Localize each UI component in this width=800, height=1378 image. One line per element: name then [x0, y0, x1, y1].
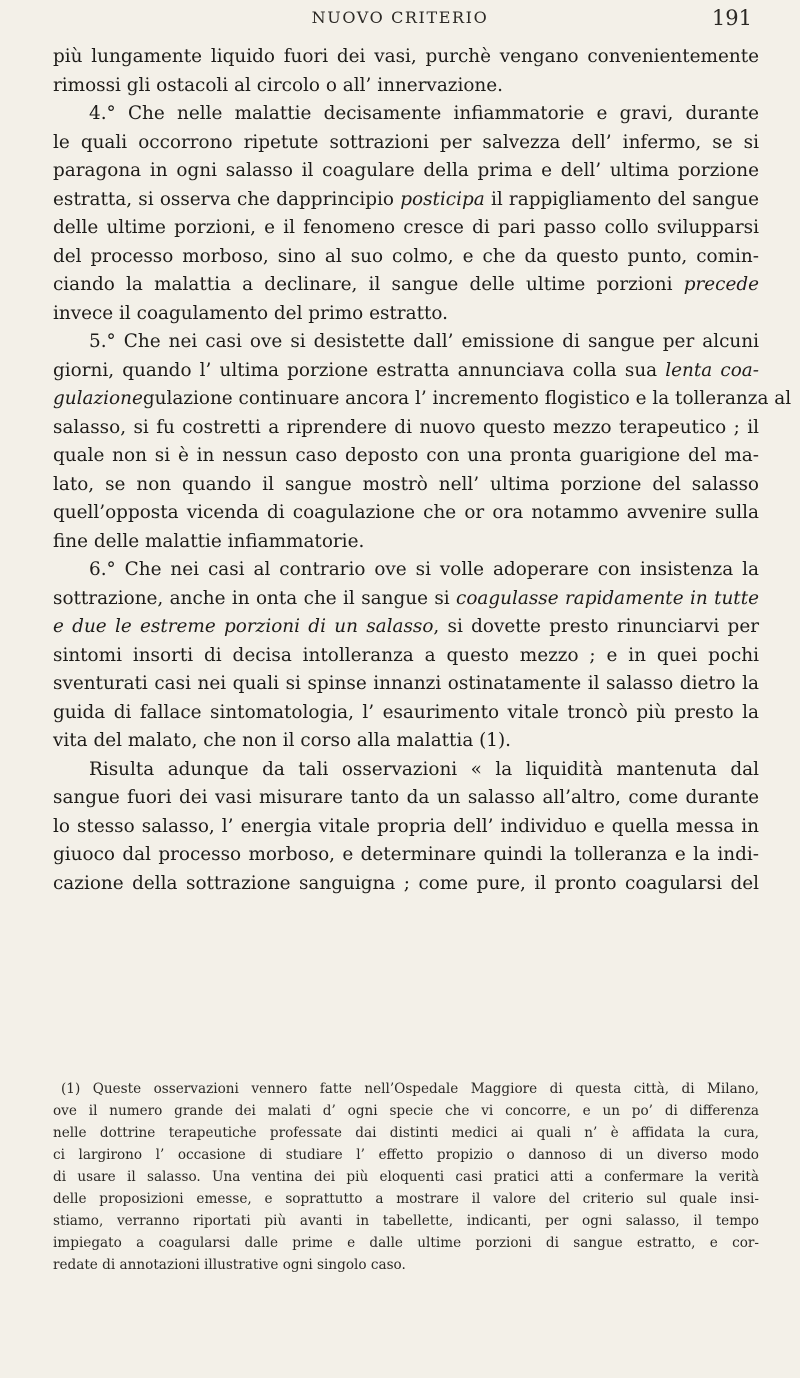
- text-line: delle ultime porzioni, e il fenomeno cresce di pari passo collo svilupparsi: [53, 217, 759, 238]
- text-line: invece il coagulamento del primo estratto.: [53, 302, 448, 324]
- running-head: [0, 8, 800, 36]
- italic-term: precede: [683, 274, 759, 295]
- text-line: quale non si è in nessun caso deposto con una pronta guarigione del ma-: [53, 445, 759, 466]
- text-line: [53, 613, 759, 642]
- text-line: [53, 585, 759, 614]
- body-text: [53, 43, 792, 898]
- footnote-line: ci largirono l’ occasione di studiare l’ effetto propizio o dannoso di un diverso modo: [53, 1147, 759, 1163]
- footnote-line: impiegato a coagularsi dalle prime e dalle ultime porzioni di sangue estratto, e cor-: [53, 1235, 759, 1251]
- footnote-line: di usare il salasso. Una ventina dei più eloquenti casi pratici atti a confermare la verità: [53, 1169, 759, 1185]
- text-line: lato, se non quando il sangue mostrò nell’ ultima porzione del salasso: [53, 473, 759, 495]
- italic-term: gulazione: [53, 388, 143, 409]
- text-line: del processo morboso, sino al suo colmo, e che da questo punto, comin-: [53, 245, 759, 267]
- text-line: paragona in ogni salasso il coagulare della prima e dell’ ultima porzione: [53, 160, 759, 181]
- text-line: rimossi gli ostacoli al circolo o all’ innervazione.: [53, 74, 504, 96]
- italic-term: lenta coa-: [665, 359, 759, 381]
- italic-term: coagulasse rapidamente in tutte: [456, 587, 759, 609]
- text-line: [53, 357, 759, 386]
- text-line: cazione della sottrazione sanguigna ; come pure, il pronto coagularsi del: [53, 872, 759, 894]
- page-number: 191: [711, 6, 752, 30]
- text-line: sangue fuori dei vasi misurare tanto da un salasso all’altro, come durante: [53, 787, 759, 808]
- footnote-line: redate di annotazioni illustrative ogni singolo caso.: [53, 1257, 406, 1273]
- text-line: [53, 186, 759, 215]
- footnote-line: delle proposizioni emesse, e soprattutto a mostrare il valore del criterio sul quale insi-: [53, 1191, 759, 1207]
- text-segment: , si dovette presto rinunciarvi per: [433, 616, 759, 637]
- text-line: vita del malato, che non il corso alla malattia (1).: [53, 730, 512, 751]
- footnote-line: (1) Queste osservazioni vennero fatte nell’Ospedale Maggiore di questa città, di Milano,: [61, 1081, 759, 1097]
- text-line: [53, 385, 792, 414]
- running-title: NUOVO CRITERIO: [311, 8, 489, 27]
- text-line: sintomi insorti di decisa intolleranza a questo mezzo ; e in quei pochi: [53, 644, 759, 666]
- text-segment: gulazione continuare ancora l’ incremento flogistico e la tolleranza al: [142, 388, 792, 409]
- footnote-line: ove il numero grande dei malati d’ ogni specie che vi concorre, e un po’ di differenza: [53, 1103, 759, 1119]
- text-line: salasso, si fu costretti a riprendere di nuovo questo mezzo terapeutico ; il: [53, 416, 759, 438]
- text-line: le quali occorrono ripetute sottrazioni per salvezza dell’ infermo, se si: [53, 131, 759, 153]
- footnote-line: nelle dottrine terapeutiche professate dai distinti medici ai quali n’ è affidata la cura,: [53, 1125, 759, 1141]
- italic-term: posticipa: [400, 188, 485, 210]
- text-line: più lungamente liquido fuori dei vasi, purchè vengano convenientemente: [53, 46, 759, 67]
- text-segment: giorni, quando l’ ultima porzione estratta annunciava colla sua: [53, 359, 658, 381]
- text-line: quell’opposta vicenda di coagulazione che or ora notammo avvenire sulla: [53, 502, 759, 523]
- footnote-line: stiamo, verranno riportati più avanti in tabellette, indicanti, per ogni salasso, il tempo: [53, 1213, 759, 1229]
- text-line: [53, 271, 759, 300]
- text-line: 4.° Che nelle malattie decisamente infiammatorie e gravi, durante: [89, 103, 759, 124]
- text-segment: estratta, si osserva che dapprincipio: [53, 188, 394, 210]
- text-line: sventurati casi nei quali si spinse innanzi ostinatamente il salasso dietro la: [53, 673, 759, 694]
- text-line: 5.° Che nei casi ove si desistette dall’ emissione di sangue per alcuni: [89, 331, 759, 352]
- text-line: guida di fallace sintomatologia, l’ esaurimento vitale troncò più presto la: [53, 701, 759, 723]
- text-line: lo stesso salasso, l’ energia vitale propria dell’ individuo e quella messa in: [53, 815, 759, 837]
- text-line: fine delle malattie infiammatorie.: [53, 530, 365, 552]
- text-segment: sottrazione, anche in onta che il sangue si: [53, 587, 450, 609]
- footnotes: [53, 1078, 759, 1276]
- text-line: 6.° Che nei casi al contrario ove si volle adoperare con insistenza la: [89, 559, 759, 580]
- text-segment: ciando la malattia a declinare, il sangue delle ultime porzioni: [53, 274, 673, 295]
- text-line: Risulta adunque da tali osservazioni « la liquidità mantenuta dal: [89, 758, 759, 780]
- text-segment: il rappigliamento del sangue: [484, 188, 759, 210]
- italic-term: e due le estreme porzioni di un salasso: [53, 616, 434, 637]
- text-line: giuoco dal processo morboso, e determinare quindi la tolleranza e la indi-: [53, 844, 759, 865]
